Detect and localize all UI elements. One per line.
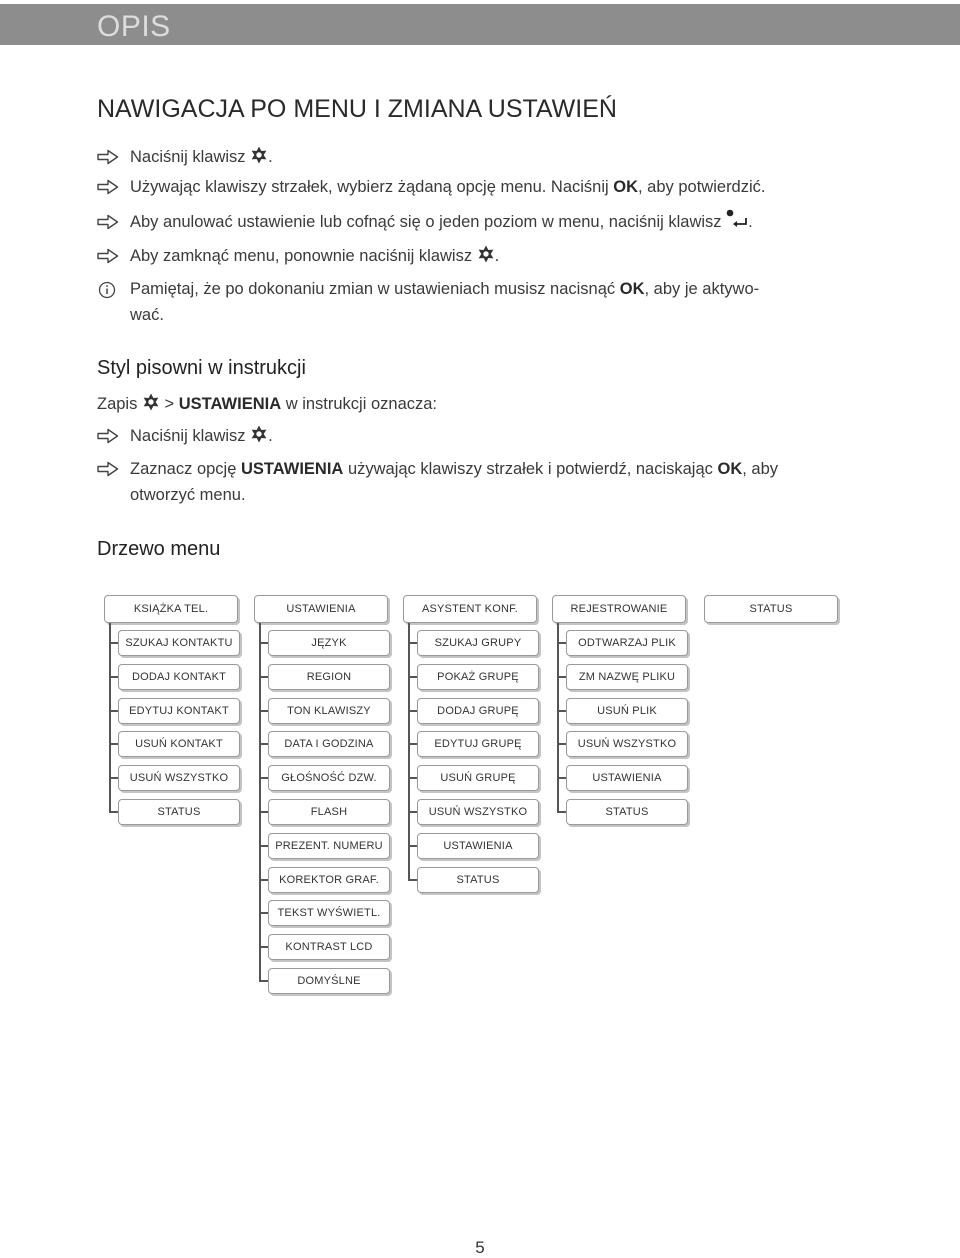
tree-branch-line <box>557 743 566 745</box>
style-intro: Zapis > USTAWIENIA w instrukcji oznacza: <box>97 395 438 413</box>
tree-branch-line <box>557 676 566 678</box>
menu-item-prezent-numeru: PREZENT. NUMERU <box>268 833 390 859</box>
tree-branch-line <box>259 710 268 712</box>
tree-branch-line <box>259 642 268 644</box>
tree-branch-line <box>408 811 417 813</box>
menu-node-rejestrowanie: REJESTROWANIE <box>552 595 686 623</box>
menu-item-odtwarzaj-plik: ODTWARZAJ PLIK <box>566 630 688 656</box>
tree-connector-line <box>408 623 410 881</box>
tree-branch-line <box>557 710 566 712</box>
menu-item-usun-plik: USUŃ PLIK <box>566 698 688 724</box>
menu-item-kontrast-lcd: KONTRAST LCD <box>268 934 390 960</box>
menu-item-usun-wszystko: USUŃ WSZYSTKO <box>566 731 688 757</box>
menu-node-ksiazka-tel: KSIĄŻKA TEL. <box>104 595 238 623</box>
menu-item-dodaj-grupe: DODAJ GRUPĘ <box>417 698 539 724</box>
menu-item-korektor-graf: KOREKTOR GRAF. <box>268 867 390 893</box>
arrow-right-outline-icon <box>97 214 119 230</box>
menu-item-ton-klawiszy: TON KLAWISZY <box>268 698 390 724</box>
menu-item-usun-wszystko: USUŃ WSZYSTKO <box>118 765 240 791</box>
info-icon <box>97 279 119 299</box>
tree-branch-line <box>408 777 417 779</box>
tree-branch-line <box>259 845 268 847</box>
menu-item-zm-nazwe-pliku: ZM NAZWĘ PLIKU <box>566 664 688 690</box>
arrow-right-outline-icon <box>97 461 119 477</box>
menu-item-edytuj-grupe: EDYTUJ GRUPĘ <box>417 731 539 757</box>
tree-branch-line <box>259 676 268 678</box>
tree-branch-line <box>259 811 268 813</box>
tree-branch-line <box>408 710 417 712</box>
tree-connector-line <box>557 623 559 813</box>
gear-icon <box>477 245 495 263</box>
menu-item-ustawienia: USTAWIENIA <box>566 765 688 791</box>
arrow-right-outline-icon <box>97 179 119 195</box>
back-arrow-icon <box>726 209 748 229</box>
menu-item-flash: FLASH <box>268 799 390 825</box>
menu-item-szukaj-grupy: SZUKAJ GRUPY <box>417 630 539 656</box>
tree-branch-line <box>259 946 268 948</box>
menu-item-status: STATUS <box>417 867 539 893</box>
menu-item-status: STATUS <box>566 799 688 825</box>
tree-branch-line <box>408 743 417 745</box>
tree-branch-line <box>259 980 268 982</box>
menu-item-data-i-godzina: DATA I GODZINA <box>268 731 390 757</box>
tree-branch-line <box>109 811 118 813</box>
tree-branch-line <box>109 676 118 678</box>
tree-branch-line <box>109 743 118 745</box>
tree-branch-line <box>259 912 268 914</box>
tree-branch-line <box>259 777 268 779</box>
menu-item-dodaj-kontakt: DODAJ KONTAKT <box>118 664 240 690</box>
tree-branch-line <box>408 879 417 881</box>
menu-item-usun-wszystko: USUŃ WSZYSTKO <box>417 799 539 825</box>
menu-item-edytuj-kontakt: EDYTUJ KONTAKT <box>118 698 240 724</box>
tree-branch-line <box>109 777 118 779</box>
menu-node-status: STATUS <box>704 595 838 623</box>
menu-item-usun-kontakt: USUŃ KONTAKT <box>118 731 240 757</box>
menu-item-usun-grupe: USUŃ GRUPĘ <box>417 765 539 791</box>
gear-icon <box>142 393 160 411</box>
menu-item-domyslne: DOMYŚLNE <box>268 968 390 994</box>
tree-branch-line <box>259 879 268 881</box>
menu-tree-title: Drzewo menu <box>97 538 221 560</box>
style-section-title: Styl pisowni w instrukcji <box>97 357 306 379</box>
page-header-title: OPIS <box>97 10 171 43</box>
menu-node-asystent-konf: ASYSTENT KONF. <box>403 595 537 623</box>
menu-item-jezyk: JĘZYK <box>268 630 390 656</box>
menu-item-ustawienia: USTAWIENIA <box>417 833 539 859</box>
section-title: NAWIGACJA PO MENU I ZMIANA USTAWIEŃ <box>97 95 617 123</box>
tree-branch-line <box>408 642 417 644</box>
gear-icon <box>250 425 268 443</box>
menu-item-region: REGION <box>268 664 390 690</box>
arrow-right-outline-icon <box>97 248 119 264</box>
tree-branch-line <box>557 811 566 813</box>
page-number: 5 <box>475 1238 485 1257</box>
tree-connector-line <box>109 623 111 813</box>
menu-item-glosnosc-dzw: GŁOŚNOŚĆ DZW. <box>268 765 390 791</box>
gear-icon <box>250 146 268 164</box>
menu-item-tekst-wyswietl: TEKST WYŚWIETL. <box>268 900 390 926</box>
menu-node-ustawienia: USTAWIENIA <box>254 595 388 623</box>
arrow-right-outline-icon <box>97 149 119 165</box>
menu-item-pokaz-grupe: POKAŻ GRUPĘ <box>417 664 539 690</box>
arrow-right-outline-icon <box>97 428 119 444</box>
tree-branch-line <box>408 845 417 847</box>
tree-branch-line <box>408 676 417 678</box>
header-bar <box>0 4 960 45</box>
tree-branch-line <box>109 710 118 712</box>
menu-item-status: STATUS <box>118 799 240 825</box>
tree-branch-line <box>259 743 268 745</box>
tree-branch-line <box>557 777 566 779</box>
tree-branch-line <box>557 642 566 644</box>
tree-branch-line <box>109 642 118 644</box>
menu-item-szukaj-kontaktu: SZUKAJ KONTAKTU <box>118 630 240 656</box>
